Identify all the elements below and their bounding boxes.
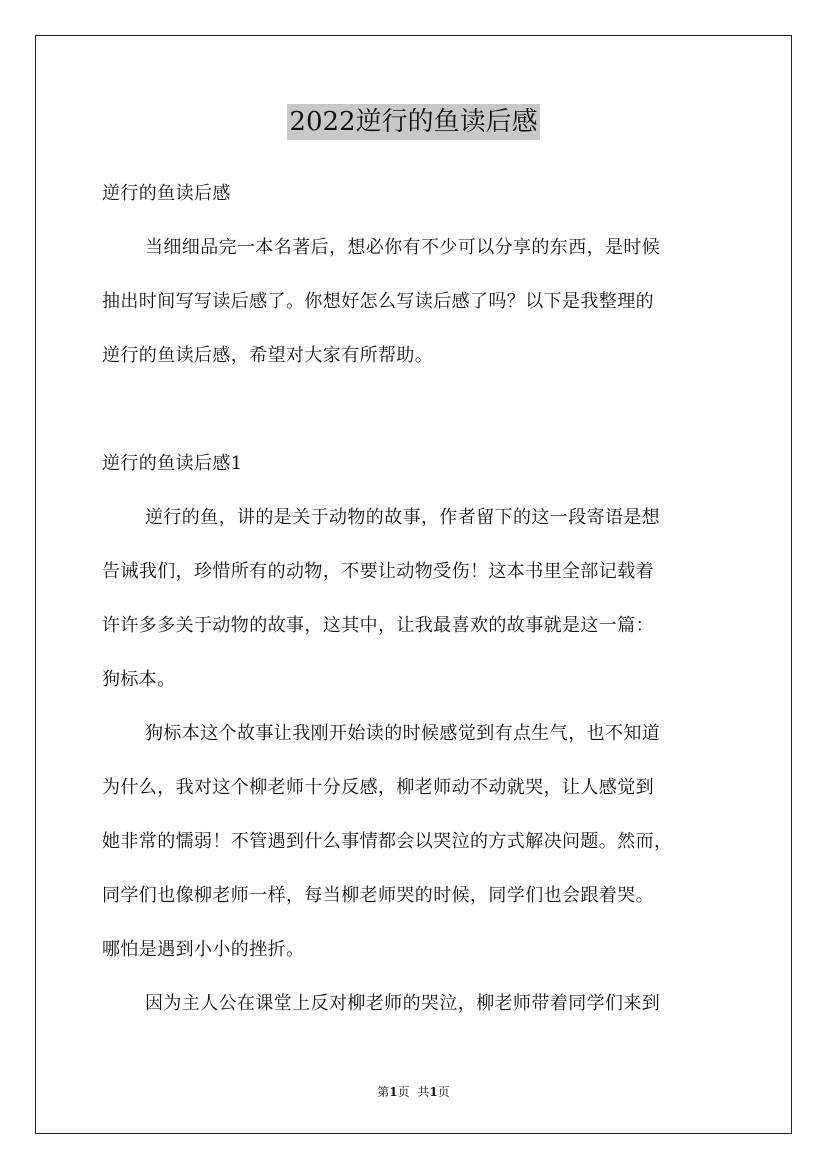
page-footer — [0, 1083, 827, 1101]
intro-line: 抽出时间写写读后感了。你想好怎么写读后感了吗？以下是我整理的 — [102, 291, 654, 312]
paragraph-line: 因为主人公在课堂上反对柳老师的哭泣，柳老师带着同学们来到 — [145, 993, 661, 1014]
total-pages: 1 — [429, 1085, 438, 1099]
section-heading: 逆行的鱼读后感1 — [102, 453, 243, 474]
paragraph-line: 告诫我们，珍惜所有的动物，不要让动物受伤！这本书里全部记载着 — [102, 561, 654, 582]
intro-line: 逆行的鱼读后感，希望对大家有所帮助。 — [102, 345, 434, 366]
title-container — [0, 104, 827, 140]
paragraph-line: 同学们也像柳老师一样，每当柳老师哭的时候，同学们也会跟着哭。 — [102, 885, 654, 906]
total-prefix: 共 — [417, 1085, 430, 1099]
intro-line: 当细细品完一本名著后，想必你有不少可以分享的东西，是时候 — [145, 237, 661, 258]
paragraph-line: 许许多多关于动物的故事，这其中，让我最喜欢的故事就是这一篇： — [102, 615, 654, 636]
page-number: 1 — [389, 1085, 398, 1099]
document-subtitle: 逆行的鱼读后感 — [102, 183, 231, 204]
total-suffix: 页 — [437, 1085, 450, 1099]
paragraph-line: 狗标本这个故事让我刚开始读的时候感觉到有点生气，也不知道 — [145, 723, 661, 744]
paragraph-line: 狗标本。 — [102, 669, 176, 690]
paragraph-line: 哪怕是遇到小小的挫折。 — [102, 939, 305, 960]
document-title: 2022逆行的鱼读后感 — [287, 104, 539, 140]
page-suffix: 页 — [397, 1085, 410, 1099]
paragraph-line: 她非常的懦弱！不管遇到什么事情都会以哭泣的方式解决问题。然而， — [102, 831, 673, 852]
paragraph-line: 为什么，我对这个柳老师十分反感，柳老师动不动就哭，让人感觉到 — [102, 777, 654, 798]
paragraph-line: 逆行的鱼，讲的是关于动物的故事，作者留下的这一段寄语是想 — [145, 507, 661, 528]
page-prefix: 第 — [377, 1085, 390, 1099]
